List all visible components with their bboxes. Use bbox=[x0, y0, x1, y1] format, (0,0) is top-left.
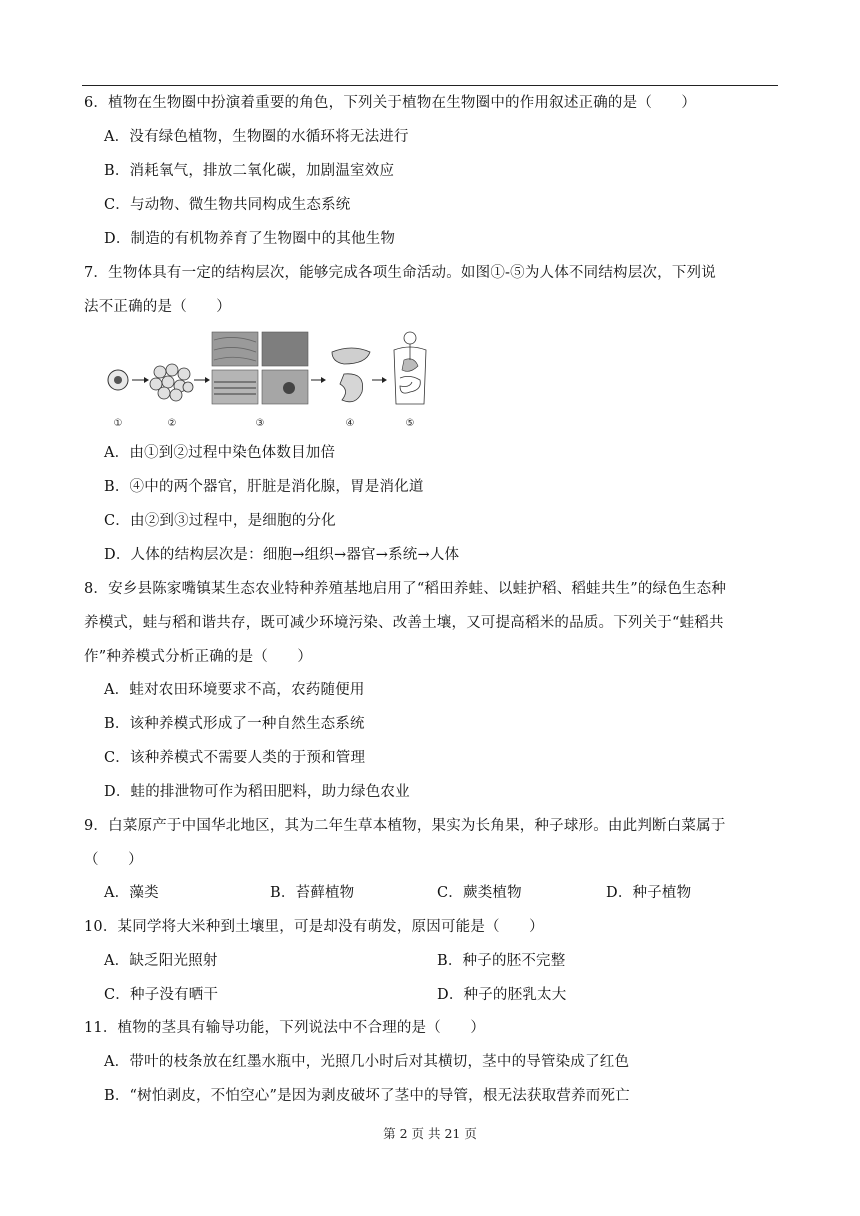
q9-option-c: C．蕨类植物 bbox=[437, 885, 522, 901]
q6-option-d: D．制造的有机物养育了生物圈中的其他生物 bbox=[104, 231, 396, 247]
fig-label-3: ③ bbox=[255, 418, 265, 429]
fig-label-2: ② bbox=[167, 418, 177, 429]
q8-option-d: D．蛙的排泄物可作为稻田肥料，助力绿色农业 bbox=[104, 784, 410, 800]
q9-option-b: B．苔藓植物 bbox=[270, 885, 355, 901]
q9-stem-line2: （ ） bbox=[84, 852, 143, 868]
q8-stem-line2: 养模式，蛙与稻和谐共存，既可减少环境污染、改善土壤，又可提高稻米的品质。下列关于“蛙稻共 bbox=[84, 615, 724, 631]
q6-option-b: B．消耗氧气，排放二氧化碳，加剧温室效应 bbox=[104, 163, 395, 179]
structure-levels-svg bbox=[104, 330, 434, 430]
q10-option-c: C．种子没有晒干 bbox=[104, 987, 219, 1003]
q10-option-b: B．种子的胚不完整 bbox=[437, 953, 566, 969]
q8-option-b: B．该种养模式形成了一种自然生态系统 bbox=[104, 716, 365, 732]
organs-illustration bbox=[332, 348, 370, 402]
q8-option-c: C．该种养模式不需要人类的于预和管理 bbox=[104, 750, 366, 766]
q9-stem-line1: 9．白菜原产于中国华北地区，其为二年生草本植物，果实为长角果，种子球形。由此判断白菜属于 bbox=[84, 818, 726, 834]
q8-option-a: A．蛙对农田环境要求不高，农药随便用 bbox=[104, 682, 365, 698]
cell-illustration bbox=[108, 370, 128, 390]
q10-option-d: D．种子的胚乳太大 bbox=[437, 987, 567, 1003]
fig-label-5: ⑤ bbox=[405, 418, 415, 429]
header-rule bbox=[82, 85, 778, 86]
q7-option-b: B．④中的两个器官，肝脏是消化腺，胃是消化道 bbox=[104, 479, 424, 495]
q7-option-d: D．人体的结构层次是：细胞→组织→器官→系统→人体 bbox=[104, 547, 460, 563]
human-body-illustration bbox=[394, 332, 426, 404]
tissue-micrographs bbox=[212, 332, 308, 404]
cell-cluster-illustration bbox=[150, 364, 193, 401]
q9-option-a: A．藻类 bbox=[104, 885, 159, 901]
structure-levels-figure bbox=[104, 330, 434, 430]
q11-option-a: A．带叶的枝条放在红墨水瓶中，光照几小时后对其横切，茎中的导管染成了红色 bbox=[104, 1054, 630, 1070]
q10-option-a: A．缺乏阳光照射 bbox=[104, 953, 218, 969]
q11-stem: 11．植物的茎具有输导功能，下列说法中不合理的是（ ） bbox=[84, 1020, 486, 1036]
q9-option-d: D．种子植物 bbox=[606, 885, 692, 901]
q7-stem-line1: 7．生物体具有一定的结构层次，能够完成各项生命活动。如图①-⑤为人体不同结构层次，下列说 bbox=[84, 265, 716, 281]
q7-option-a: A．由①到②过程中染色体数目加倍 bbox=[104, 445, 336, 461]
fig-label-4: ④ bbox=[345, 418, 355, 429]
q8-stem-line3: 作”种养模式分析正确的是（ ） bbox=[84, 649, 313, 665]
q10-stem: 10．某同学将大米种到土壤里，可是却没有萌发，原因可能是（ ） bbox=[84, 919, 544, 935]
q11-option-b: B．“树怕剥皮，不怕空心”是因为剥皮破坏了茎中的导管，根无法获取营养而死亡 bbox=[104, 1088, 630, 1104]
q6-option-c: C．与动物、微生物共同构成生态系统 bbox=[104, 197, 351, 213]
page-footer: 第 2 页 共 21 页 bbox=[383, 1126, 477, 1141]
q6-option-a: A．没有绿色植物，生物圈的水循环将无法进行 bbox=[104, 129, 409, 145]
q8-stem-line1: 8．安乡县陈家嘴镇某生态农业特种养殖基地启用了“稻田养蛙、以蛙护稻、稻蛙共生”的绿色生态种 bbox=[84, 581, 727, 597]
q7-option-c: C．由②到③过程中，是细胞的分化 bbox=[104, 513, 336, 529]
fig-label-1: ① bbox=[113, 418, 123, 429]
q6-stem: 6．植物在生物圈中扮演着重要的角色，下列关于植物在生物圈中的作用叙述正确的是（ ） bbox=[84, 95, 697, 111]
q7-stem-line2: 法不正确的是（ ） bbox=[84, 299, 231, 315]
